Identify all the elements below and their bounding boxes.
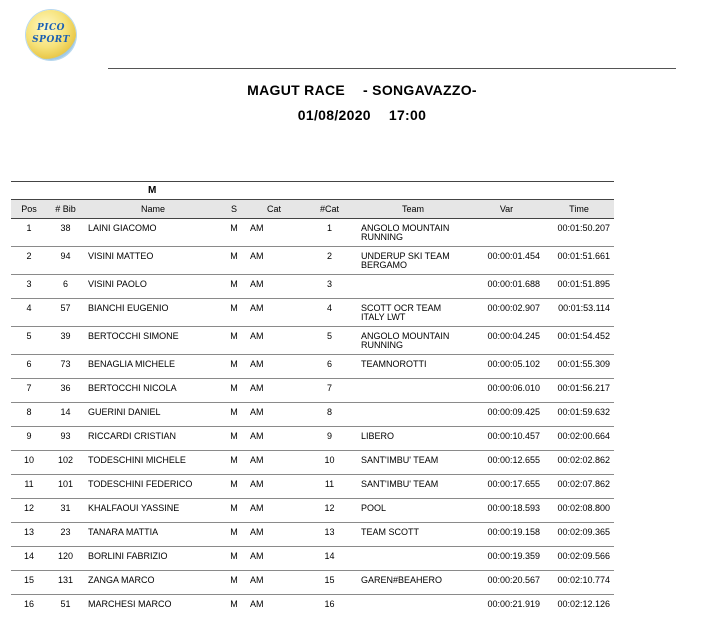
cell-bib: 57	[47, 299, 84, 327]
cell-cat: AM	[246, 475, 302, 499]
cell-team: ANGOLO MOUNTAIN RUNNING	[357, 327, 469, 355]
cell-time: 00:01:59.632	[544, 403, 614, 427]
cell-cat: AM	[246, 275, 302, 299]
cell-name: BIANCHI EUGENIO	[84, 299, 222, 327]
cell-ncat: 2	[302, 247, 357, 275]
cell-time: 00:01:50.207	[544, 219, 614, 247]
cell-bib: 120	[47, 547, 84, 571]
cell-team: GAREN#BEAHERO	[357, 571, 469, 595]
category-label: M	[11, 182, 614, 200]
cell-pos: 5	[11, 327, 47, 355]
cell-team	[357, 403, 469, 427]
cell-cat: AM	[246, 595, 302, 618]
cell-time: 00:02:02.862	[544, 451, 614, 475]
cell-s: M	[222, 327, 246, 355]
cell-cat: AM	[246, 379, 302, 403]
race-place: - SONGAVAZZO-	[363, 82, 477, 98]
cell-pos: 2	[11, 247, 47, 275]
cell-var: 00:00:19.158	[469, 523, 544, 547]
cell-ncat: 7	[302, 379, 357, 403]
cell-cat: AM	[246, 327, 302, 355]
table-row	[11, 219, 614, 247]
cell-var: 00:00:21.919	[469, 595, 544, 618]
cell-ncat: 13	[302, 523, 357, 547]
cell-team: POOL	[357, 499, 469, 523]
cell-s: M	[222, 355, 246, 379]
cell-name: BORLINI FABRIZIO	[84, 547, 222, 571]
table-row	[11, 403, 614, 427]
cell-time: 00:01:51.661	[544, 247, 614, 275]
cell-name: TODESCHINI MICHELE	[84, 451, 222, 475]
cell-ncat: 16	[302, 595, 357, 618]
cell-pos: 9	[11, 427, 47, 451]
logo-line-1: PICO	[26, 23, 76, 33]
cell-ncat: 4	[302, 299, 357, 327]
cell-pos: 16	[11, 595, 47, 618]
cell-time: 00:02:09.365	[544, 523, 614, 547]
cell-cat: AM	[246, 219, 302, 247]
cell-cat: AM	[246, 247, 302, 275]
cell-s: M	[222, 451, 246, 475]
cell-bib: 14	[47, 403, 84, 427]
cell-time: 00:01:53.114	[544, 299, 614, 327]
table-row	[11, 299, 614, 327]
cell-ncat: 14	[302, 547, 357, 571]
cell-name: TODESCHINI FEDERICO	[84, 475, 222, 499]
cell-time: 00:02:12.126	[544, 595, 614, 618]
cell-team	[357, 275, 469, 299]
cell-name: TANARA MATTIA	[84, 523, 222, 547]
cell-pos: 13	[11, 523, 47, 547]
table-header	[11, 200, 614, 219]
cell-team	[357, 595, 469, 618]
cell-bib: 73	[47, 355, 84, 379]
cell-cat: AM	[246, 499, 302, 523]
cell-cat: AM	[246, 403, 302, 427]
cell-bib: 6	[47, 275, 84, 299]
cell-var: 00:00:04.245	[469, 327, 544, 355]
col-team: Team	[357, 200, 469, 219]
cell-bib: 101	[47, 475, 84, 499]
cell-s: M	[222, 571, 246, 595]
cell-var: 00:00:12.655	[469, 451, 544, 475]
cell-cat: AM	[246, 523, 302, 547]
cell-var	[469, 219, 544, 247]
cell-ncat: 5	[302, 327, 357, 355]
cell-cat: AM	[246, 355, 302, 379]
cell-ncat: 8	[302, 403, 357, 427]
cell-ncat: 10	[302, 451, 357, 475]
table-row	[11, 247, 614, 275]
col-ncat: #Cat	[302, 200, 357, 219]
cell-team: SANT'IMBU' TEAM	[357, 451, 469, 475]
cell-pos: 14	[11, 547, 47, 571]
table-row	[11, 475, 614, 499]
cell-time: 00:01:51.895	[544, 275, 614, 299]
col-cat: Cat	[246, 200, 302, 219]
cell-bib: 38	[47, 219, 84, 247]
table-row	[11, 499, 614, 523]
table-row	[11, 571, 614, 595]
cell-var: 00:00:20.567	[469, 571, 544, 595]
cell-bib: 93	[47, 427, 84, 451]
cell-pos: 8	[11, 403, 47, 427]
cell-s: M	[222, 379, 246, 403]
cell-s: M	[222, 547, 246, 571]
cell-name: BERTOCCHI NICOLA	[84, 379, 222, 403]
cell-var: 00:00:19.359	[469, 547, 544, 571]
cell-time: 00:02:08.800	[544, 499, 614, 523]
col-s: S	[222, 200, 246, 219]
cell-var: 00:00:01.454	[469, 247, 544, 275]
cell-name: BERTOCCHI SIMONE	[84, 327, 222, 355]
cell-cat: AM	[246, 451, 302, 475]
cell-time: 00:02:10.774	[544, 571, 614, 595]
race-title	[0, 82, 724, 98]
cell-bib: 23	[47, 523, 84, 547]
cell-ncat: 12	[302, 499, 357, 523]
col-bib: # Bib	[47, 200, 84, 219]
cell-var: 00:00:06.010	[469, 379, 544, 403]
cell-pos: 15	[11, 571, 47, 595]
cell-team: UNDERUP SKI TEAM BERGAMO	[357, 247, 469, 275]
cell-pos: 10	[11, 451, 47, 475]
cell-name: KHALFAOUI YASSINE	[84, 499, 222, 523]
table-row	[11, 327, 614, 355]
table-row	[11, 379, 614, 403]
cell-var: 00:00:02.907	[469, 299, 544, 327]
cell-ncat: 11	[302, 475, 357, 499]
cell-s: M	[222, 275, 246, 299]
cell-team: TEAM SCOTT	[357, 523, 469, 547]
cell-pos: 7	[11, 379, 47, 403]
cell-s: M	[222, 595, 246, 618]
cell-var: 00:00:10.457	[469, 427, 544, 451]
cell-ncat: 6	[302, 355, 357, 379]
col-name: Name	[84, 200, 222, 219]
cell-var: 00:00:18.593	[469, 499, 544, 523]
cell-pos: 3	[11, 275, 47, 299]
cell-bib: 31	[47, 499, 84, 523]
cell-s: M	[222, 427, 246, 451]
table-row	[11, 547, 614, 571]
table-row	[11, 355, 614, 379]
col-pos: Pos	[11, 200, 47, 219]
cell-team	[357, 547, 469, 571]
cell-var: 00:00:17.655	[469, 475, 544, 499]
cell-var: 00:00:01.688	[469, 275, 544, 299]
header-divider	[108, 68, 676, 69]
table-row	[11, 523, 614, 547]
cell-team: SANT'IMBU' TEAM	[357, 475, 469, 499]
cell-time: 00:02:07.862	[544, 475, 614, 499]
pico-sport-logo	[26, 10, 76, 60]
category-row	[11, 182, 614, 200]
cell-cat: AM	[246, 427, 302, 451]
cell-ncat: 1	[302, 219, 357, 247]
cell-s: M	[222, 499, 246, 523]
cell-bib: 102	[47, 451, 84, 475]
cell-pos: 6	[11, 355, 47, 379]
table-row	[11, 427, 614, 451]
cell-bib: 39	[47, 327, 84, 355]
cell-bib: 36	[47, 379, 84, 403]
cell-time: 00:02:09.566	[544, 547, 614, 571]
cell-cat: AM	[246, 299, 302, 327]
cell-time: 00:02:00.664	[544, 427, 614, 451]
cell-s: M	[222, 247, 246, 275]
table-row	[11, 595, 614, 618]
cell-s: M	[222, 523, 246, 547]
cell-s: M	[222, 299, 246, 327]
cell-pos: 11	[11, 475, 47, 499]
cell-team: LIBERO	[357, 427, 469, 451]
cell-time: 00:01:56.217	[544, 379, 614, 403]
cell-name: VISINI PAOLO	[84, 275, 222, 299]
cell-name: GUERINI DANIEL	[84, 403, 222, 427]
cell-team	[357, 379, 469, 403]
cell-name: ZANGA MARCO	[84, 571, 222, 595]
race-datetime	[0, 107, 724, 123]
cell-var: 00:00:05.102	[469, 355, 544, 379]
cell-team: ANGOLO MOUNTAIN RUNNING	[357, 219, 469, 247]
cell-name: BENAGLIA MICHELE	[84, 355, 222, 379]
cell-ncat: 9	[302, 427, 357, 451]
race-name: MAGUT RACE	[247, 82, 345, 98]
cell-team: SCOTT OCR TEAM ITALY LWT	[357, 299, 469, 327]
table-row	[11, 451, 614, 475]
cell-pos: 1	[11, 219, 47, 247]
cell-bib: 94	[47, 247, 84, 275]
cell-ncat: 15	[302, 571, 357, 595]
cell-s: M	[222, 403, 246, 427]
logo-line-2: SPORT	[26, 35, 76, 45]
cell-ncat: 3	[302, 275, 357, 299]
cell-s: M	[222, 475, 246, 499]
cell-name: MARCHESI MARCO	[84, 595, 222, 618]
cell-cat: AM	[246, 547, 302, 571]
race-time: 17:00	[389, 107, 426, 123]
cell-name: LAINI GIACOMO	[84, 219, 222, 247]
cell-bib: 51	[47, 595, 84, 618]
cell-var: 00:00:09.425	[469, 403, 544, 427]
cell-time: 00:01:54.452	[544, 327, 614, 355]
race-date: 01/08/2020	[298, 107, 371, 123]
col-time: Time	[544, 200, 614, 219]
cell-name: RICCARDI CRISTIAN	[84, 427, 222, 451]
cell-cat: AM	[246, 571, 302, 595]
cell-team: TEAMNOROTTI	[357, 355, 469, 379]
cell-time: 00:01:55.309	[544, 355, 614, 379]
cell-bib: 131	[47, 571, 84, 595]
table-row	[11, 275, 614, 299]
cell-pos: 4	[11, 299, 47, 327]
cell-name: VISINI MATTEO	[84, 247, 222, 275]
results-table	[11, 181, 614, 618]
col-var: Var	[469, 200, 544, 219]
cell-s: M	[222, 219, 246, 247]
cell-pos: 12	[11, 499, 47, 523]
